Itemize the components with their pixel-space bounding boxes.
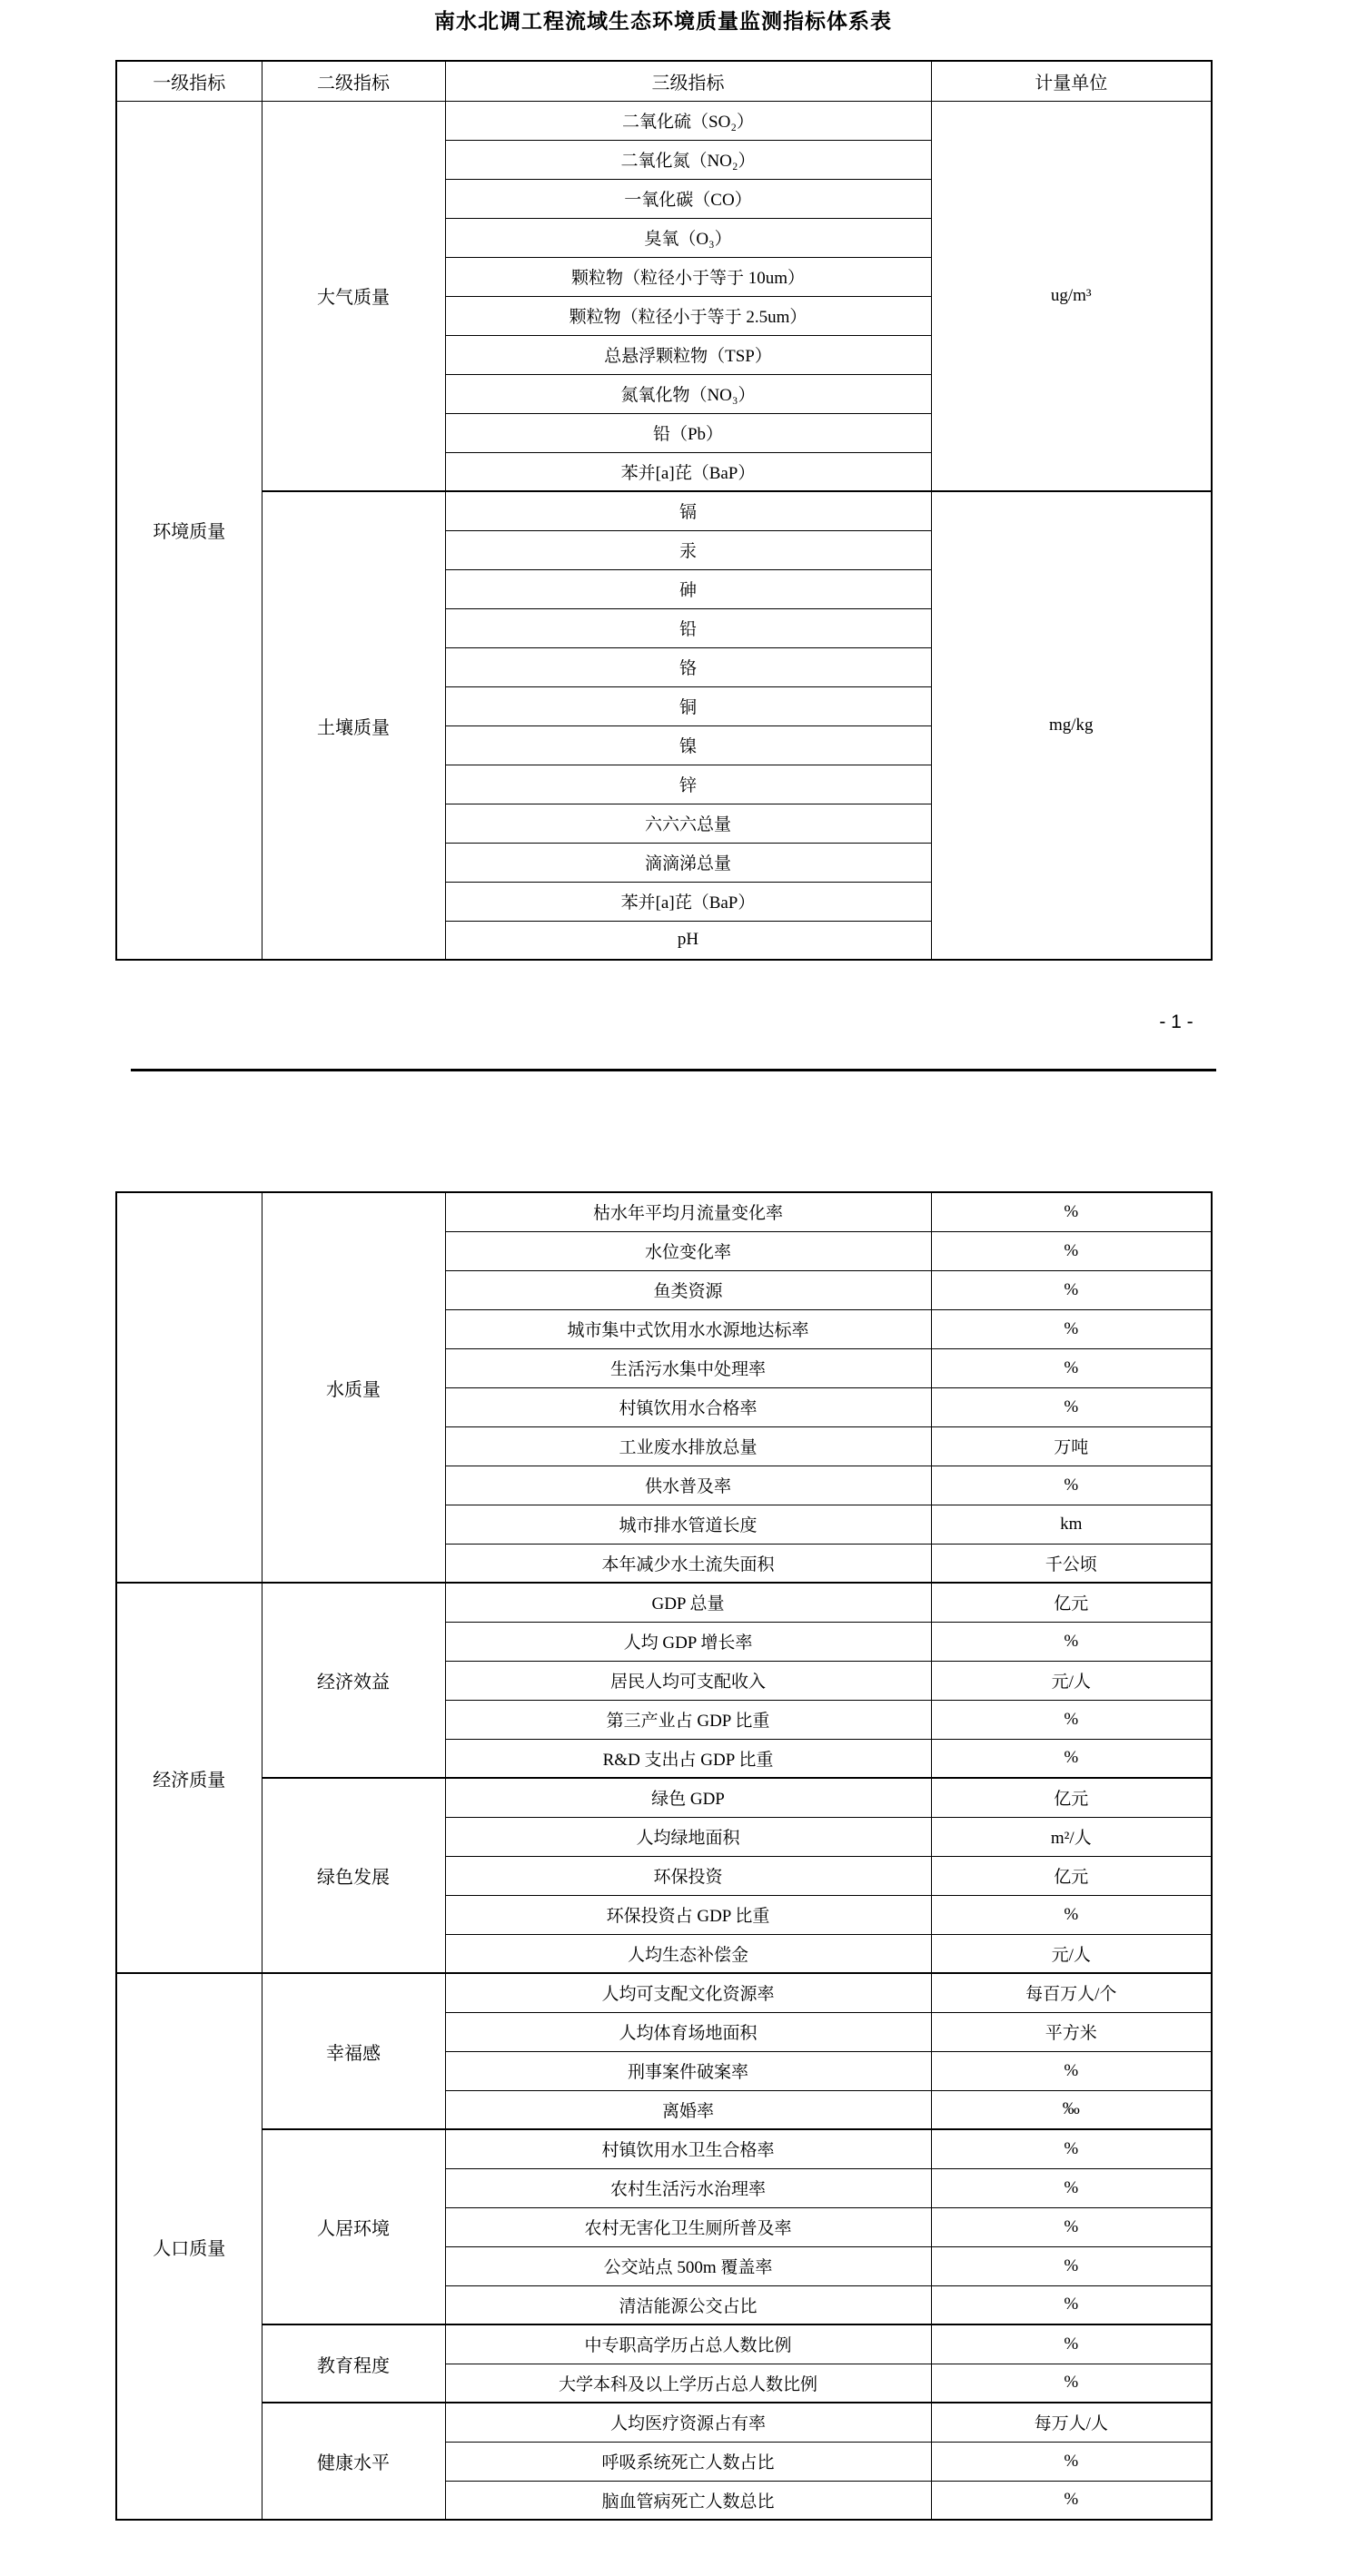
level3-indicator-cell: 人均生态补偿金 [445, 1934, 931, 1973]
unit-cell: 每百万人/个 [931, 1973, 1212, 2012]
page-number: - 1 - [1159, 1012, 1193, 1032]
level3-indicator-cell: 铅（Pb） [445, 413, 931, 452]
unit-cell: % [931, 1192, 1212, 1231]
table-row [116, 491, 1212, 530]
level3-indicator-cell: 臭氧（O₃） [445, 218, 931, 257]
unit-cell: % [931, 1387, 1212, 1426]
level3-indicator-cell: 人均绿地面积 [445, 1817, 931, 1856]
level3-indicator-cell: 居民人均可支配收入 [445, 1661, 931, 1700]
level3-indicator-cell: 供水普及率 [445, 1466, 931, 1505]
level3-indicator-cell: 刑事案件破案率 [445, 2051, 931, 2090]
level3-indicator-cell: 一氧化碳（CO） [445, 179, 931, 218]
unit-cell: % [931, 2364, 1212, 2403]
page1-indicator-table [115, 60, 1213, 961]
table-row [116, 1778, 1212, 1817]
level3-indicator-cell: 离婚率 [445, 2090, 931, 2129]
unit-cell: 元/人 [931, 1934, 1212, 1973]
level3-indicator-cell: 铅 [445, 608, 931, 647]
table-row [116, 1973, 1212, 2012]
level3-indicator-cell: 城市排水管道长度 [445, 1505, 931, 1544]
unit-cell: % [931, 2051, 1212, 2090]
unit-cell: % [931, 1270, 1212, 1309]
unit-cell: % [931, 1309, 1212, 1348]
level3-indicator-cell: 城市集中式饮用水水源地达标率 [445, 1309, 931, 1348]
level3-indicator-cell: 铬 [445, 647, 931, 686]
level3-indicator-cell: 颗粒物（粒径小于等于 2.5um） [445, 296, 931, 335]
unit-cell: 每万人/人 [931, 2403, 1212, 2442]
level3-indicator-cell: 鱼类资源 [445, 1270, 931, 1309]
level1-indicator-cell: 经济质量 [116, 1583, 262, 1973]
unit-cell: % [931, 2481, 1212, 2520]
level3-indicator-cell: 枯水年平均月流量变化率 [445, 1192, 931, 1231]
unit-cell: 千公顷 [931, 1544, 1212, 1583]
column-header: 计量单位 [931, 61, 1212, 101]
unit-cell: % [931, 1739, 1212, 1778]
unit-cell: % [931, 1622, 1212, 1661]
level3-indicator-cell: 绿色 GDP [445, 1778, 931, 1817]
unit-cell: 亿元 [931, 1583, 1212, 1622]
level3-indicator-cell: 铜 [445, 686, 931, 725]
level3-indicator-cell: GDP 总量 [445, 1583, 931, 1622]
unit-cell: % [931, 2207, 1212, 2246]
level3-indicator-cell: 二氧化氮（NO₂） [445, 140, 931, 179]
unit-cell: % [931, 2246, 1212, 2285]
level3-indicator-cell: 清洁能源公交占比 [445, 2285, 931, 2324]
level3-indicator-cell: 镍 [445, 725, 931, 765]
level1-indicator-cell: 人口质量 [116, 1973, 262, 2520]
level3-indicator-cell: 工业废水排放总量 [445, 1426, 931, 1466]
level3-indicator-cell: 二氧化硫（SO₂） [445, 101, 931, 140]
level3-indicator-cell: 环保投资占 GDP 比重 [445, 1895, 931, 1934]
unit-cell: % [931, 1231, 1212, 1270]
table-row [116, 2129, 1212, 2168]
level3-indicator-cell: 六六六总量 [445, 804, 931, 843]
unit-cell: 亿元 [931, 1778, 1212, 1817]
level2-indicator-cell: 健康水平 [262, 2403, 445, 2520]
header-row [116, 61, 1212, 101]
unit-cell: ‰ [931, 2090, 1212, 2129]
level3-indicator-cell: 人均可支配文化资源率 [445, 1973, 931, 2012]
level2-indicator-cell: 大气质量 [262, 101, 445, 491]
table-row [116, 1583, 1212, 1622]
column-header: 二级指标 [262, 61, 445, 101]
level2-indicator-cell: 经济效益 [262, 1583, 445, 1778]
level3-indicator-cell: 呼吸系统死亡人数占比 [445, 2442, 931, 2481]
level2-indicator-cell: 人居环境 [262, 2129, 445, 2324]
level1-indicator-cell: 环境质量 [116, 101, 262, 960]
table-row [116, 2403, 1212, 2442]
level3-indicator-cell: 大学本科及以上学历占总人数比例 [445, 2364, 931, 2403]
level3-indicator-cell: 苯并[a]芘（BaP） [445, 882, 931, 921]
level3-indicator-cell: 环保投资 [445, 1856, 931, 1895]
level3-indicator-cell: 人均 GDP 增长率 [445, 1622, 931, 1661]
level3-indicator-cell: 中专职高学历占总人数比例 [445, 2324, 931, 2364]
level3-indicator-cell: 人均医疗资源占有率 [445, 2403, 931, 2442]
level3-indicator-cell: 颗粒物（粒径小于等于 10um） [445, 257, 931, 296]
level3-indicator-cell: 本年减少水土流失面积 [445, 1544, 931, 1583]
level3-indicator-cell: 村镇饮用水卫生合格率 [445, 2129, 931, 2168]
unit-cell: % [931, 2129, 1212, 2168]
level3-indicator-cell: 水位变化率 [445, 1231, 931, 1270]
unit-cell: % [931, 2168, 1212, 2207]
level2-indicator-cell: 土壤质量 [262, 491, 445, 960]
level2-indicator-cell: 幸福感 [262, 1973, 445, 2129]
level2-indicator-cell: 教育程度 [262, 2324, 445, 2403]
level3-indicator-cell: 第三产业占 GDP 比重 [445, 1700, 931, 1739]
level3-indicator-cell: 村镇饮用水合格率 [445, 1387, 931, 1426]
level2-indicator-cell: 水质量 [262, 1192, 445, 1583]
page-separator-line [131, 1069, 1216, 1071]
unit-cell: % [931, 1466, 1212, 1505]
level3-indicator-cell: 人均体育场地面积 [445, 2012, 931, 2051]
level3-indicator-cell: 农村无害化卫生厕所普及率 [445, 2207, 931, 2246]
unit-cell: % [931, 2324, 1212, 2364]
unit-cell: % [931, 1895, 1212, 1934]
level3-indicator-cell: 汞 [445, 530, 931, 569]
level3-indicator-cell: 生活污水集中处理率 [445, 1348, 931, 1387]
table-row [116, 101, 1212, 140]
level3-indicator-cell: pH [445, 921, 931, 960]
unit-cell: % [931, 2442, 1212, 2481]
column-header: 一级指标 [116, 61, 262, 101]
unit-cell: mg/kg [931, 491, 1212, 960]
level3-indicator-cell: R&D 支出占 GDP 比重 [445, 1739, 931, 1778]
level3-indicator-cell: 滴滴涕总量 [445, 843, 931, 882]
level3-indicator-cell: 总悬浮颗粒物（TSP） [445, 335, 931, 374]
level3-indicator-cell: 公交站点 500m 覆盖率 [445, 2246, 931, 2285]
level2-indicator-cell: 绿色发展 [262, 1778, 445, 1973]
unit-cell: 元/人 [931, 1661, 1212, 1700]
unit-cell: km [931, 1505, 1212, 1544]
level1-indicator-cell [116, 1192, 262, 1583]
column-header: 三级指标 [445, 61, 931, 101]
unit-cell: ug/m³ [931, 101, 1212, 491]
level3-indicator-cell: 农村生活污水治理率 [445, 2168, 931, 2207]
unit-cell: % [931, 1348, 1212, 1387]
unit-cell: % [931, 1700, 1212, 1739]
level3-indicator-cell: 砷 [445, 569, 931, 608]
page-title: 南水北调工程流域生态环境质量监测指标体系表 [434, 10, 892, 33]
level3-indicator-cell: 脑血管病死亡人数总比 [445, 2481, 931, 2520]
unit-cell: 平方米 [931, 2012, 1212, 2051]
table-row [116, 1192, 1212, 1231]
level3-indicator-cell: 氮氧化物（NO₃） [445, 374, 931, 413]
unit-cell: 亿元 [931, 1856, 1212, 1895]
level3-indicator-cell: 锌 [445, 765, 931, 804]
table-row [116, 2324, 1212, 2364]
unit-cell: % [931, 2285, 1212, 2324]
unit-cell: 万吨 [931, 1426, 1212, 1466]
unit-cell: m²/人 [931, 1817, 1212, 1856]
page2-indicator-table [115, 1191, 1213, 2521]
level3-indicator-cell: 镉 [445, 491, 931, 530]
level3-indicator-cell: 苯并[a]芘（BaP） [445, 452, 931, 491]
